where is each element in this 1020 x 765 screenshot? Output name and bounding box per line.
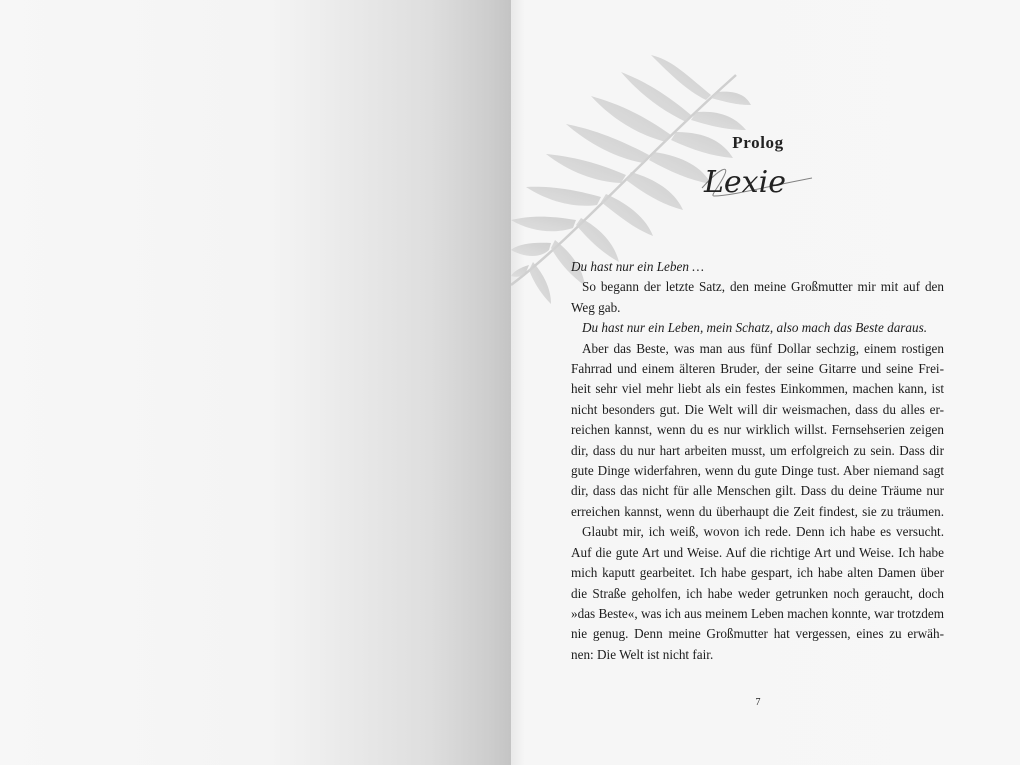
text-line: heit sehr viel mehr liebt als ein festes Einkommen, machen kann, ist <box>571 381 944 397</box>
text-line: So begann der letzte Satz, den meine Großmutter mir mit auf den <box>582 279 944 295</box>
chapter-label: Prolog <box>732 133 784 152</box>
text-line: die Straße geholfen, ich habe weder getrunken noch geraucht, doch <box>571 585 944 601</box>
text-line: dir, dass du nur hart arbeiten musst, um erfolgreich zu sein. Dass dir <box>571 442 944 458</box>
text-line: Auf die gute Art und Weise. Auf die richtige Art und Weise. Ich habe <box>571 544 944 560</box>
text-line: gute Dinge widerfahren, wenn du gute Dinge tust. Aber niemand sagt <box>571 463 944 479</box>
pov-name-script <box>700 158 816 202</box>
text-line: dir, dass das nicht für alle Menschen gilt. Dass du deine Träume nur <box>571 483 944 499</box>
prologue-text <box>571 257 944 665</box>
text-line: nicht besonders gut. Die Welt will dir weismachen, dass du alles er- <box>571 401 944 417</box>
text-line: mich kaputt gearbeitet. Ich habe gespart, ich habe alten Damen über <box>571 565 944 581</box>
text-line: nie genug. Denn meine Großmutter hat vergessen, eines zu erwäh- <box>571 626 944 642</box>
text-line: »das Beste«, was ich aus meinem Leben machen konnte, war trotzdem <box>571 605 944 621</box>
text-line: Du hast nur ein Leben, mein Schatz, also mach das Beste daraus. <box>582 320 928 336</box>
text-line: Weg gab. <box>571 299 621 315</box>
text-line: erreichen kannst, wenn du überhaupt die Zeit findest, sie zu träumen. <box>571 503 944 519</box>
text-line: Du hast nur ein Leben … <box>571 259 704 274</box>
pov-name-text: Lexie <box>704 165 786 200</box>
page-number: 7 <box>755 697 761 708</box>
text-line: Fahrrad und einem älteren Bruder, der seine Gitarre und seine Frei- <box>571 361 944 377</box>
text-line: Glaubt mir, ich weiß, wovon ich rede. Denn ich habe es versucht. <box>582 524 944 540</box>
text-line: Aber das Beste, was man aus fünf Dollar sechzig, einem rostigen <box>582 340 944 356</box>
text-line: nen: Die Welt ist nicht fair. <box>571 646 714 662</box>
text-line: reichen kannst, wenn du es nur wirklich willst. Fernsehserien zeigen <box>571 422 944 438</box>
